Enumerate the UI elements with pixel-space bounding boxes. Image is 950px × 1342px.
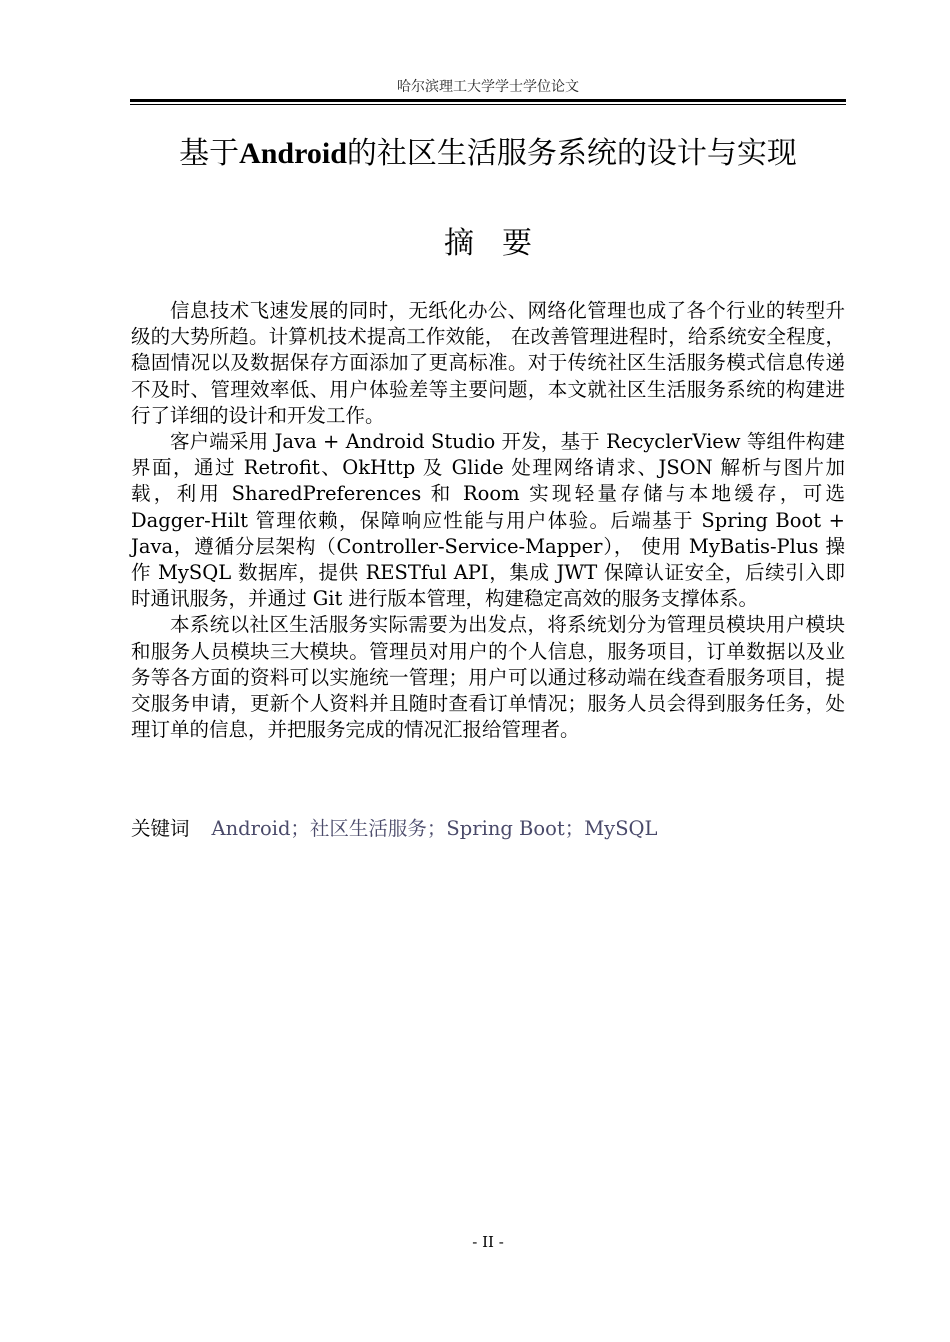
- abstract-body: [131, 298, 845, 743]
- thesis-title-prefix: 基于: [179, 136, 240, 171]
- header-rule-thin: [130, 104, 846, 105]
- thesis-title-english: Android: [239, 137, 347, 170]
- header-rule-thick: [130, 99, 846, 102]
- abstract-paragraph-2: 客户端采用 Java + Android Studio 开发，基于 RecyclerView 等组件构建界面，通过 Retrofit、OkHttp 及 Glide 处理网络请求、JSON 解析与图片加载，利用 SharedPreferences 和 Room 实现轻量存储与本地缓存，可选 Dagger-Hilt 管理依赖，保障响应性能与用户体验。后端基于 Spring Boot + Java，遵循分层架构（Controller-Service-Mapper）， 使用 MyBatis-Plus 操作 MySQL 数据库，提供 RESTful API，集成 JWT 保障认证安全，后续引入即时通讯服务，并通过 Git 进行版本管理，构建稳定高效的服务支撑体系。: [131, 430, 845, 611]
- abstract-heading: 摘要: [444, 226, 560, 261]
- abstract-paragraph-1: 信息技术飞速发展的同时，无纸化办公、网络化管理也成了各个行业的转型升级的大势所趋。计算机技术提高工作效能， 在改善管理进程时，给系统安全程度，稳固情况以及数据保存方面添加了更高标准。对于传统社区生活服务模式信息传递不及时、管理效率低、用户体验差等主要问题，本文就社区生活服务系统的构建进行了详细的设计和开发工作。: [131, 299, 845, 427]
- abstract-paragraph-3: 本系统以社区生活服务实际需要为出发点，将系统划分为管理员模块用户模块和服务人员模块三大模块。管理员对用户的个人信息，服务项目，订单数据以及业务等各方面的资料可以实施统一管理；用户可以通过移动端在线查看服务项目，提交服务申请，更新个人资料并且随时查看订单情况；服务人员会得到服务任务，处理订单的信息，并把服务完成的情况汇报给管理者。: [131, 613, 845, 742]
- thesis-title-suffix: 的社区生活服务系统的设计与实现: [346, 136, 797, 171]
- thesis-title: [100, 134, 876, 174]
- keywords-line: [131, 816, 845, 842]
- running-header: 哈尔滨理工大学学士学位论文: [397, 79, 579, 95]
- keywords-label: 关键词: [131, 817, 190, 840]
- keywords-value: Android；社区生活服务；Spring Boot；MySQL: [211, 817, 658, 840]
- page-number: - II -: [472, 1233, 504, 1251]
